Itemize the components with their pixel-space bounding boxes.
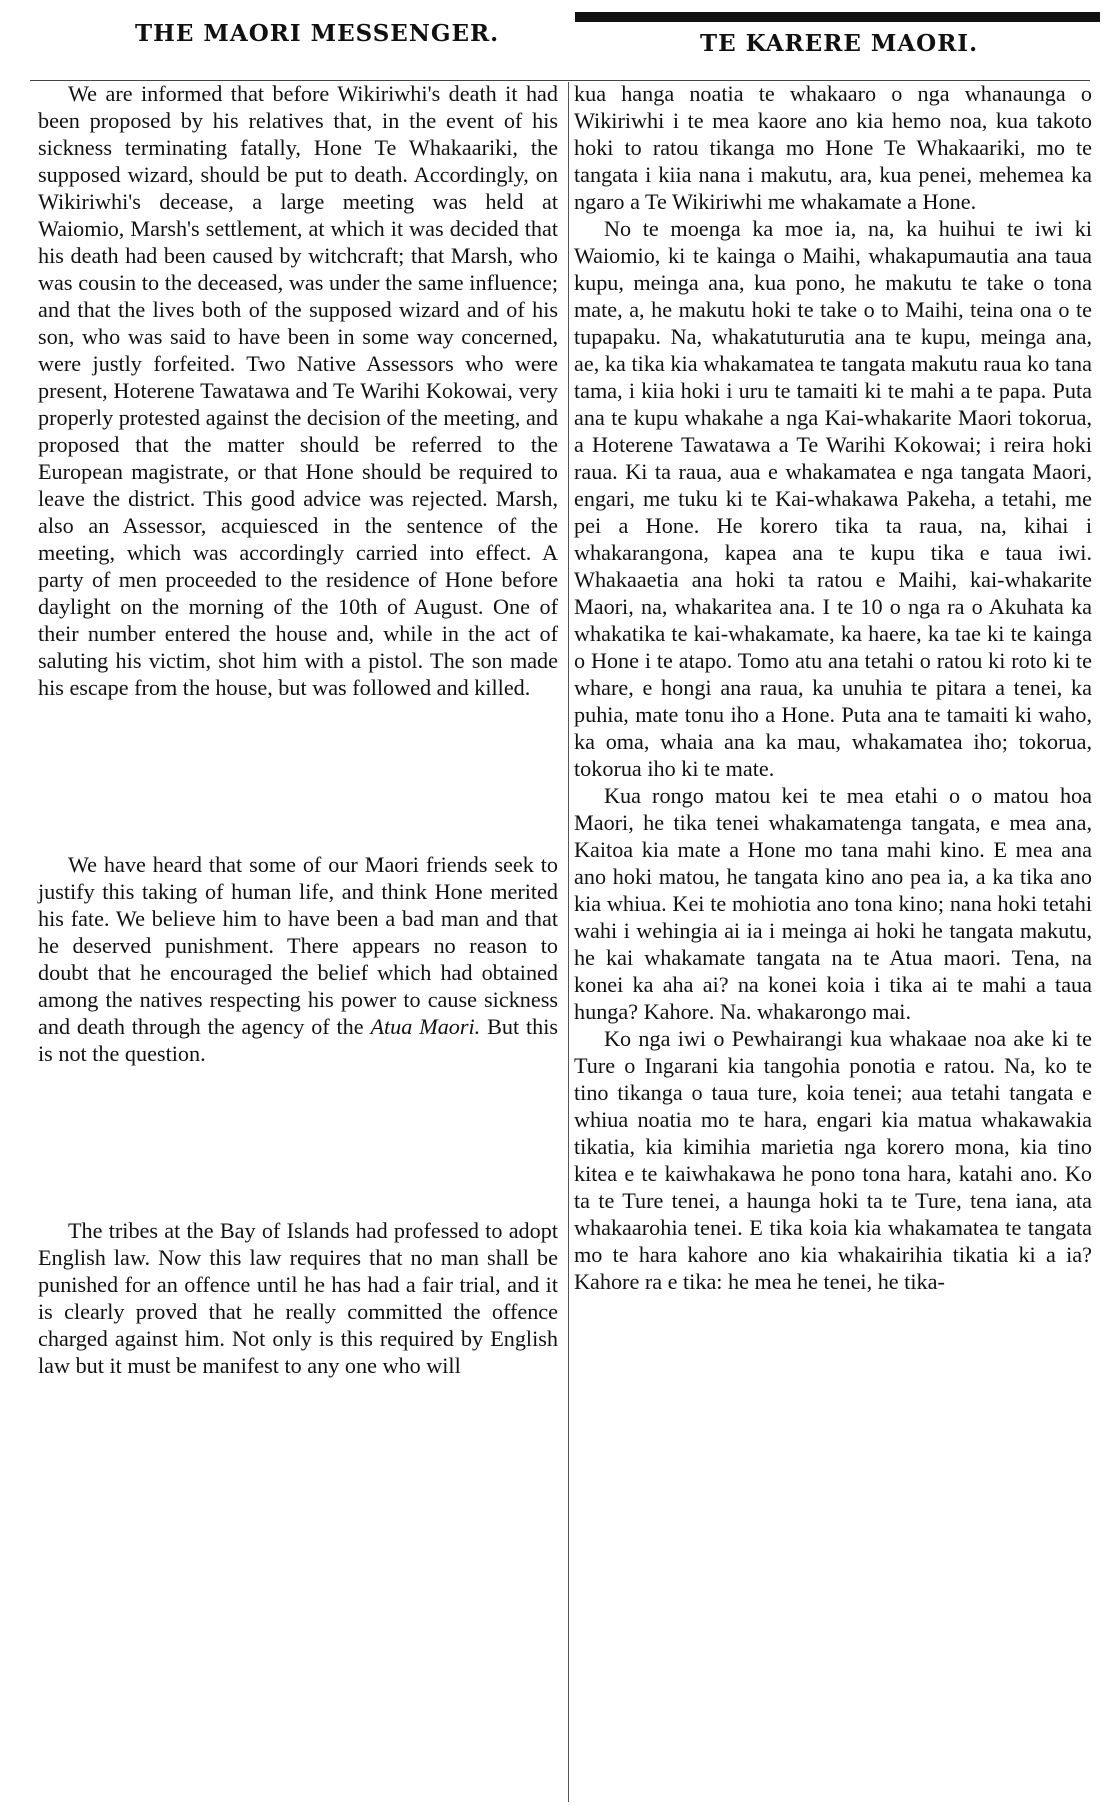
maori-column [574, 80, 1092, 1295]
page-header [0, 0, 1114, 80]
maori-paragraph-4: Ko nga iwi o Pewhairangi kua whakaae noa ake ki te Ture o Ingarani kia tangohia ponotia e ratou. Na, ko te tino tikanga o taua ture, koia tenei; aua tetahi tangata e whiua noatia mo te hara, engari kia matua whakawakia tikatia, kia kimihia marietia nga korero mona, kia tino kitea e te kaiwhakawa he pono tona hara, katahi ano. Ko ta te Ture tenei, a haunga hoki ta te Ture, tena iana, ata whakaarohia tenei. E tika koia kia whakamatea te tangata mo te hara kahore ano kia whakairihia tikatia ki a ia? Kahore ra e tika: he mea he tenei, he tika- [574, 1026, 1092, 1294]
english-paragraph-2 [38, 851, 558, 1067]
atua-maori-italic: Atua Maori. [370, 1014, 481, 1039]
english-paragraph-1: We are informed that before Wikiriwhi's death it had been proposed by his relatives that, in the event of his sickness terminating fatally, Hone Te Whakaariki, the supposed wizard, should be put to death. Accordingly, on Wikiriwhi's decease, a large meeting was held at Waiomio, Marsh's settlement, at which it was decided that his death had been caused by witchcraft; that Marsh, who was cousin to the deceased, was under the same influence; and that the lives both of the supposed wizard and of his son, who was said to have been in some way concerned, were justly forfeited. Two Native Assessors who were present, Hoterene Tawatawa and Te Warihi Kokowai, very properly protested against the decision of the meeting, and proposed that the matter should be referred to the European magistrate, or that Hone should be required to leave the district. This good advice was rejected. Marsh, also an Assessor, acquiesced in the sentence of the meeting, which was accordingly carried into effect. A party of men proceeded to the residence of Hone before daylight on the morning of the 10th of August. One of their number entered the house and, while in the act of saluting his victim, shot him with a pistol. The son made his escape from the house, but was followed and killed. [38, 81, 558, 700]
english-paragraph-2-end: But this is not the question. [38, 1014, 559, 1066]
paragraph-gap [38, 701, 558, 851]
paragraph-gap [38, 1067, 558, 1217]
header-rule-bar [575, 12, 1100, 22]
english-title: THE MAORI MESSENGER. [135, 20, 500, 47]
maori-paragraph-3: Kua rongo matou kei te mea etahi o o matou hoa Maori, he tika tenei whakamatenga tangata, e mea ana, Kaitoa kia mate a Hone mo tana mahi kino. E mea ana ano hoki matou, he tangata kino ano pea ia, a ka tika ano kia whiua. Kei te mohiotia ano tona kino; nana hoki tetahi wahi i wehingia ai ia i meinga ai hoki he tangata makutu, he kai whakamate tangata na te Atua maori. Tena, na konei ka aha ai? na konei koia i tika ai te mahi a taua hunga? Kahore. Na. whakarongo mai. [574, 783, 1092, 1024]
maori-title: TE KARERE MAORI. [700, 30, 979, 57]
english-paragraph-2-text: We have heard that some of our Maori friends seek to justify this taking of human life, and think Hone merited his fate. We believe him to have been a bad man and that he deserved punishment. There appears no reason to doubt that he encouraged the belief which had obtained among the natives respecting his power to cause sickness and death through the agency of the [38, 852, 558, 1039]
column-divider [568, 82, 569, 1802]
english-paragraph-3: The tribes at the Bay of Islands had professed to adopt English law. Now this law requires that no man shall be punished for an offence until he has had a fair trial, and it is clearly proved that he really committed the offence charged against him. Not only is this required by English law but it must be manifest to any one who will [38, 1218, 558, 1378]
maori-paragraph-2: No te moenga ka moe ia, na, ka huihui te iwi ki Waiomio, ki te kainga o Maihi, whakapumautia ana taua kupu, meinga ana, kua pono, he makutu te take o tona mate, a, he makutu hoki te take o to Maihi, teina ona o te tupapaku. Na, whakatuturutia ana te kupu, meinga ana, ae, ka tika kia whakamatea te tangata makutu raua ko tana tama, i kiia hoki i uru te tamaiti ki te mahi a te papa. Puta ana te kupu whakahe a nga Kai-whakarite Maori tokorua, a Hoterene Tawatawa a Te Warihi Kokowai; i reira hoki raua. Ki ta raua, aua e whakamatea e nga tangata Maori, engari, me tuku ki te Kai-whakawa Pakeha, a tetahi, me pei a Hone. He korero tika ta raua, na, kihai i whakarangona, kapea ana te kupu tika e taua iwi. Whakaaetia ana hoki ta ratou e Maihi, kai-whakarite Maori, na, whakaritea ana. I te 10 o nga ra o Akuhata ka whakatika te kai-whakamate, ka haere, ka tae ki te kainga o Hone i te atapo. Tomo atu ana tetahi o ratou ki roto ki te whare, e hongi ana raua, ka unuhia te pitara a tenei, ka puhia, mate tonu iho a Hone. Puta ana te tamaiti ki waho, ka oma, whaia ana ka mau, whakamatea iho; tokorua, tokorua iho ki te mate. [574, 216, 1092, 781]
english-column [38, 80, 558, 1379]
maori-paragraph-1: kua hanga noatia te whakaaro o nga whanaunga o Wikiriwhi i te mea kaore ano kia hemo noa, kua takoto hoki to ratou tikanga mo Hone Te Whakaariki, mo te tangata i kiia nana i makutu, ara, kua penei, mehemea ka ngaro a Te Wikiriwhi me whakamate a Hone. [574, 81, 1092, 214]
